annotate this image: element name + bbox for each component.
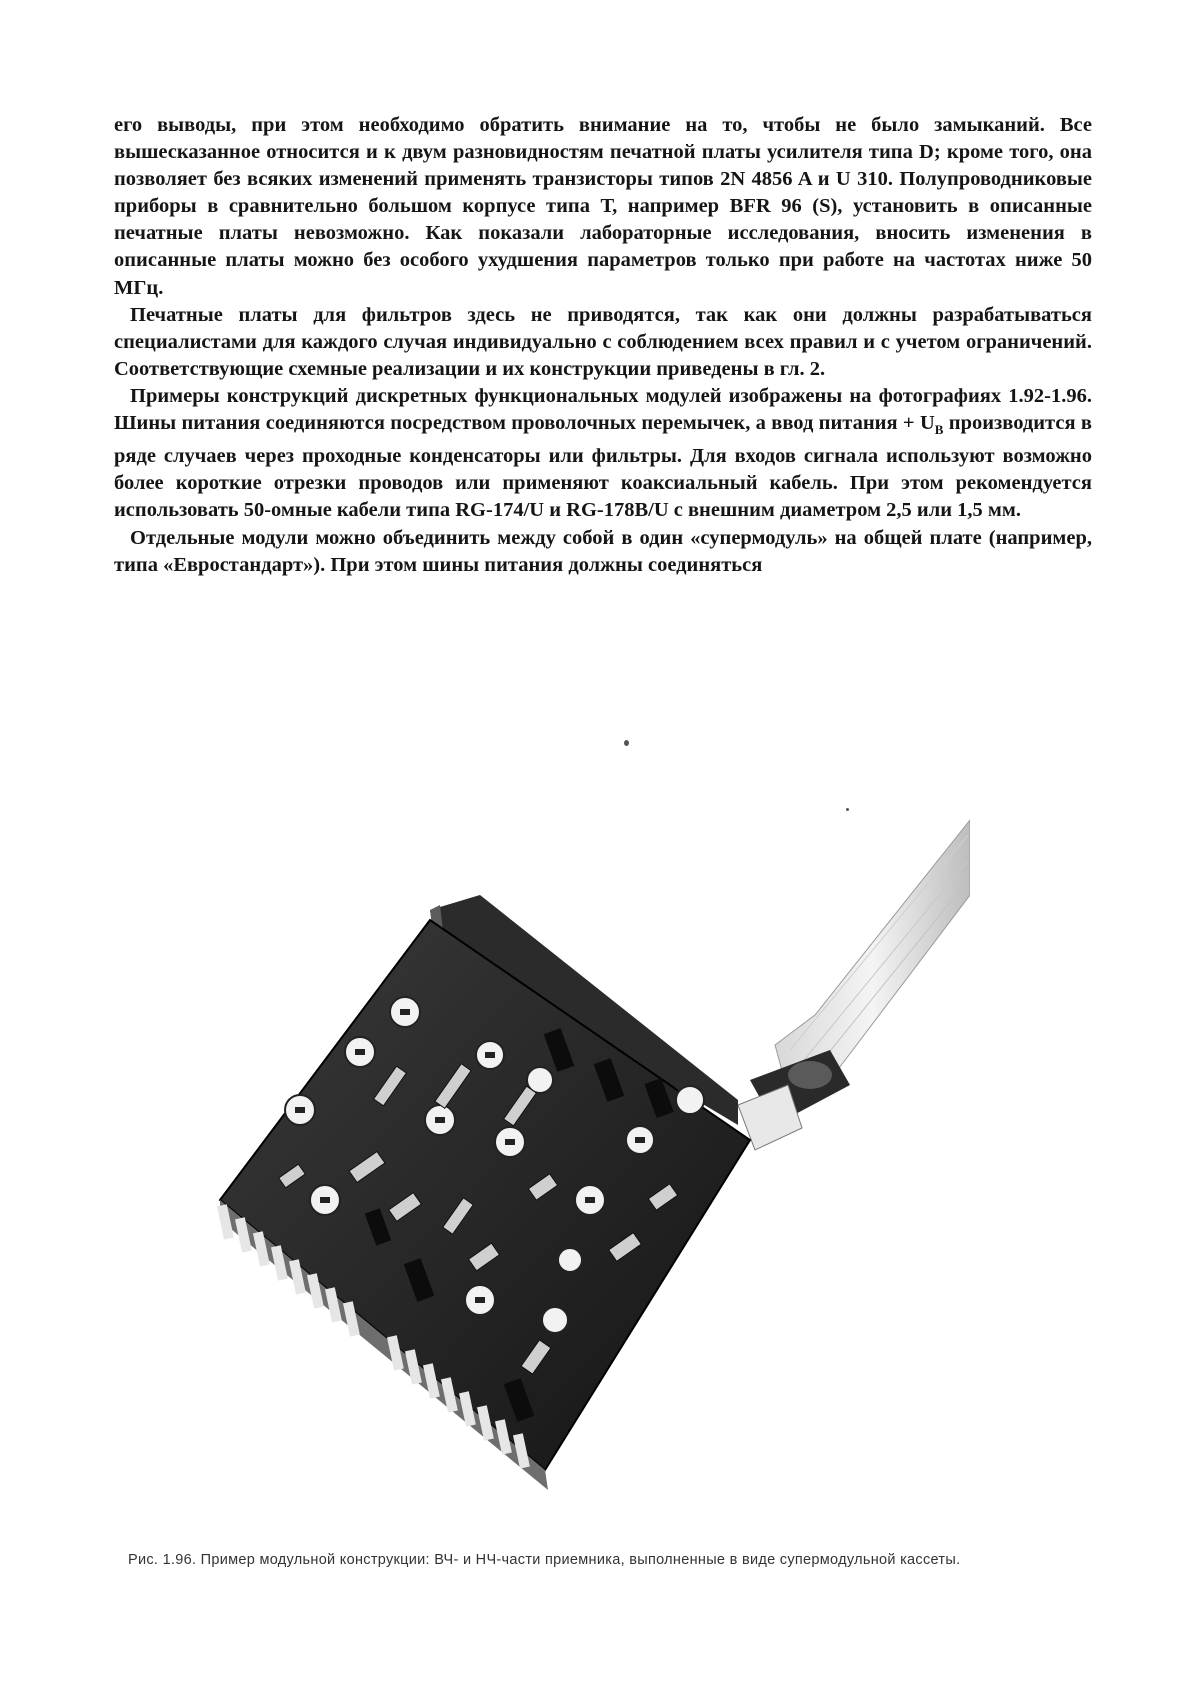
paragraph-3 [114,383,1092,525]
paragraph-1: его выводы, при этом необходимо обратить внимание на то, чтобы не было замыканий. Все вышесказанное относится и к двум разновидностям печатной платы усилителя типа D; кроме того, она позволяет без всяких изменений применять транзисторы типов 2N 4856 A и U 310. Полупроводниковые приборы в сравнительно большом корпусе типа Т, например BFR 96 (S), установить в описанные печатные платы невозможно. Как показали лабораторные исследования, вносить изменения в описанные платы можно без особого ухудшения параметров только при работе на частотах ниже 50 МГц. [114,114,1092,299]
figure-caption: Рис. 1.96. Пример модульной конструкции: ВЧ- и НЧ-части приемника, выполненные в виде супермодульной кассеты. [128,1552,961,1568]
body-text [114,112,1092,579]
circuit-board-image [190,780,970,1550]
paragraph-4: Отдельные модули можно объединить между собой в один «супермодуль» на общей плате (например, типа «Евростандарт»). При этом шины питания должны соединяться [114,526,1092,576]
scan-speck [624,740,629,746]
paragraph-3-start: Примеры конструкций дискретных функциональных модулей изображены на фотографиях 1.92-1.96. Шины питания соединяются посредством проволочных перемычек, а ввод питания + U [114,384,1092,435]
module-photo [190,780,970,1550]
voltage-subscript: B [934,422,944,438]
paragraph-2: Печатные платы для фильтров здесь не приводятся, так как они должны разрабатываться специалистами для каждого случая индивидуально с соблюдением всех правил и с учетом ограничений. Соответствующие схемные реализации и их конструкции приведены в гл. 2. [114,303,1092,380]
paragraph-3-end: производится в ряде случаев через проходные конденсаторы или фильтры. Для входов сигнала используют возможно более короткие отрезки проводов или применяют коаксиальный кабель. При этом рекомендуется использовать 50-омные кабели типа RG-174/U и RG-178B/U с внешним диаметром 2,5 или 1,5 мм. [114,412,1092,522]
